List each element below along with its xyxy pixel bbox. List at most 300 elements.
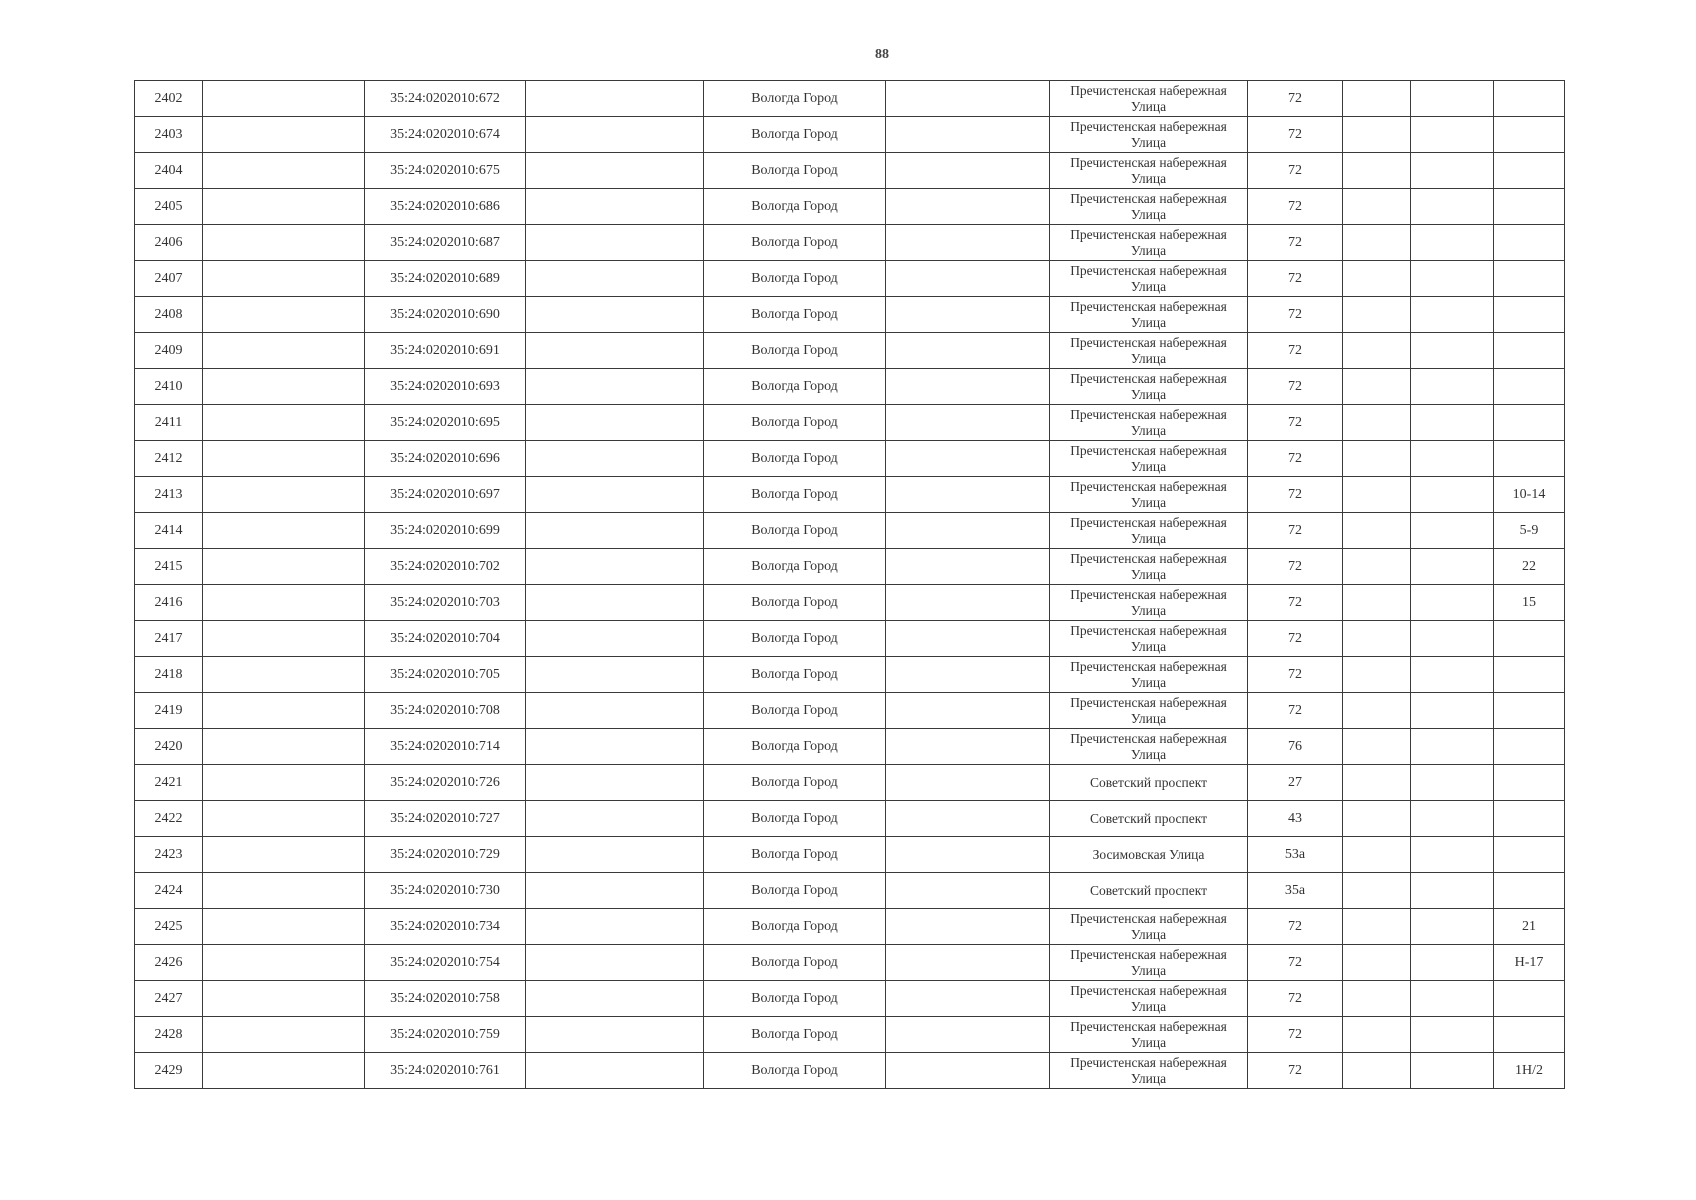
- table-row: [135, 225, 1565, 261]
- empty-cell: [526, 729, 704, 765]
- row-number-cell: 2403: [135, 117, 203, 153]
- empty-cell: [886, 621, 1050, 657]
- empty-cell: [526, 981, 704, 1017]
- empty-cell: [1343, 657, 1411, 693]
- empty-cell: [526, 81, 704, 117]
- city-cell: Вологда Город: [704, 693, 886, 729]
- apartment-cell: [1494, 81, 1565, 117]
- empty-cell: [886, 1053, 1050, 1089]
- empty-cell: [1343, 945, 1411, 981]
- apartment-cell: [1494, 117, 1565, 153]
- row-number-cell: 2410: [135, 369, 203, 405]
- empty-cell: [203, 873, 365, 909]
- table-row: [135, 585, 1565, 621]
- empty-cell: [1343, 333, 1411, 369]
- empty-cell: [203, 1053, 365, 1089]
- empty-cell: [203, 585, 365, 621]
- empty-cell: [886, 981, 1050, 1017]
- empty-cell: [526, 765, 704, 801]
- cadastral-number-cell: 35:24:0202010:726: [365, 765, 526, 801]
- table-row: [135, 297, 1565, 333]
- house-number-cell: 72: [1248, 261, 1343, 297]
- table-row: [135, 549, 1565, 585]
- city-cell: Вологда Город: [704, 1053, 886, 1089]
- empty-cell: [526, 873, 704, 909]
- row-number-cell: 2421: [135, 765, 203, 801]
- empty-cell: [886, 729, 1050, 765]
- street-cell: Пречистенская набережная Улица: [1050, 945, 1248, 981]
- empty-cell: [526, 261, 704, 297]
- apartment-cell: [1494, 729, 1565, 765]
- empty-cell: [526, 909, 704, 945]
- empty-cell: [203, 81, 365, 117]
- row-number-cell: 2427: [135, 981, 203, 1017]
- registry-table: [134, 80, 1565, 1089]
- empty-cell: [526, 585, 704, 621]
- street-cell: Пречистенская набережная Улица: [1050, 729, 1248, 765]
- house-number-cell: 72: [1248, 1053, 1343, 1089]
- table-row: [135, 117, 1565, 153]
- empty-cell: [1411, 945, 1494, 981]
- empty-cell: [1343, 837, 1411, 873]
- row-number-cell: 2404: [135, 153, 203, 189]
- street-cell: Пречистенская набережная Улица: [1050, 1017, 1248, 1053]
- empty-cell: [526, 1017, 704, 1053]
- city-cell: Вологда Город: [704, 513, 886, 549]
- empty-cell: [1411, 477, 1494, 513]
- empty-cell: [1343, 621, 1411, 657]
- empty-cell: [526, 801, 704, 837]
- cadastral-number-cell: 35:24:0202010:730: [365, 873, 526, 909]
- house-number-cell: 72: [1248, 513, 1343, 549]
- empty-cell: [203, 909, 365, 945]
- house-number-cell: 43: [1248, 801, 1343, 837]
- house-number-cell: 27: [1248, 765, 1343, 801]
- empty-cell: [1411, 801, 1494, 837]
- empty-cell: [203, 1017, 365, 1053]
- street-cell: Пречистенская набережная Улица: [1050, 441, 1248, 477]
- cadastral-number-cell: 35:24:0202010:689: [365, 261, 526, 297]
- apartment-cell: [1494, 225, 1565, 261]
- city-cell: Вологда Город: [704, 765, 886, 801]
- street-cell: Пречистенская набережная Улица: [1050, 585, 1248, 621]
- table-row: [135, 513, 1565, 549]
- city-cell: Вологда Город: [704, 225, 886, 261]
- city-cell: Вологда Город: [704, 909, 886, 945]
- house-number-cell: 72: [1248, 657, 1343, 693]
- city-cell: Вологда Город: [704, 261, 886, 297]
- city-cell: Вологда Город: [704, 405, 886, 441]
- house-number-cell: 72: [1248, 1017, 1343, 1053]
- empty-cell: [1411, 693, 1494, 729]
- street-cell: Пречистенская набережная Улица: [1050, 297, 1248, 333]
- empty-cell: [886, 297, 1050, 333]
- empty-cell: [886, 477, 1050, 513]
- city-cell: Вологда Город: [704, 585, 886, 621]
- empty-cell: [1411, 765, 1494, 801]
- apartment-cell: [1494, 621, 1565, 657]
- empty-cell: [886, 585, 1050, 621]
- house-number-cell: 72: [1248, 441, 1343, 477]
- empty-cell: [203, 225, 365, 261]
- empty-cell: [1343, 729, 1411, 765]
- empty-cell: [526, 297, 704, 333]
- table-row: [135, 837, 1565, 873]
- empty-cell: [203, 837, 365, 873]
- city-cell: Вологда Город: [704, 81, 886, 117]
- empty-cell: [1411, 117, 1494, 153]
- street-cell: Пречистенская набережная Улица: [1050, 225, 1248, 261]
- table-row: [135, 657, 1565, 693]
- table-row: [135, 765, 1565, 801]
- empty-cell: [886, 657, 1050, 693]
- cadastral-number-cell: 35:24:0202010:759: [365, 1017, 526, 1053]
- empty-cell: [886, 765, 1050, 801]
- row-number-cell: 2425: [135, 909, 203, 945]
- empty-cell: [886, 261, 1050, 297]
- empty-cell: [526, 117, 704, 153]
- street-cell: Пречистенская набережная Улица: [1050, 549, 1248, 585]
- empty-cell: [886, 405, 1050, 441]
- empty-cell: [1411, 621, 1494, 657]
- empty-cell: [1411, 189, 1494, 225]
- cadastral-number-cell: 35:24:0202010:754: [365, 945, 526, 981]
- city-cell: Вологда Город: [704, 801, 886, 837]
- cadastral-number-cell: 35:24:0202010:672: [365, 81, 526, 117]
- house-number-cell: 72: [1248, 909, 1343, 945]
- empty-cell: [1343, 1017, 1411, 1053]
- empty-cell: [526, 513, 704, 549]
- cadastral-number-cell: 35:24:0202010:761: [365, 1053, 526, 1089]
- empty-cell: [1411, 297, 1494, 333]
- cadastral-number-cell: 35:24:0202010:674: [365, 117, 526, 153]
- empty-cell: [886, 837, 1050, 873]
- empty-cell: [1411, 153, 1494, 189]
- empty-cell: [1343, 981, 1411, 1017]
- table-row: [135, 477, 1565, 513]
- empty-cell: [1343, 477, 1411, 513]
- empty-cell: [886, 333, 1050, 369]
- table-row: [135, 873, 1565, 909]
- street-cell: Пречистенская набережная Улица: [1050, 333, 1248, 369]
- street-cell: Пречистенская набережная Улица: [1050, 1053, 1248, 1089]
- cadastral-number-cell: 35:24:0202010:699: [365, 513, 526, 549]
- row-number-cell: 2406: [135, 225, 203, 261]
- empty-cell: [886, 81, 1050, 117]
- empty-cell: [1411, 1017, 1494, 1053]
- house-number-cell: 72: [1248, 81, 1343, 117]
- empty-cell: [1411, 513, 1494, 549]
- empty-cell: [203, 369, 365, 405]
- city-cell: Вологда Город: [704, 729, 886, 765]
- street-cell: Советский проспект: [1050, 873, 1248, 909]
- empty-cell: [1343, 909, 1411, 945]
- row-number-cell: 2402: [135, 81, 203, 117]
- cadastral-number-cell: 35:24:0202010:727: [365, 801, 526, 837]
- cadastral-number-cell: 35:24:0202010:686: [365, 189, 526, 225]
- table-row: [135, 693, 1565, 729]
- row-number-cell: 2422: [135, 801, 203, 837]
- house-number-cell: 72: [1248, 945, 1343, 981]
- empty-cell: [1343, 441, 1411, 477]
- empty-cell: [526, 477, 704, 513]
- empty-cell: [203, 765, 365, 801]
- empty-cell: [526, 657, 704, 693]
- empty-cell: [203, 729, 365, 765]
- row-number-cell: 2413: [135, 477, 203, 513]
- street-cell: Пречистенская набережная Улица: [1050, 369, 1248, 405]
- city-cell: Вологда Город: [704, 981, 886, 1017]
- empty-cell: [1411, 981, 1494, 1017]
- empty-cell: [203, 261, 365, 297]
- city-cell: Вологда Город: [704, 189, 886, 225]
- house-number-cell: 76: [1248, 729, 1343, 765]
- house-number-cell: 72: [1248, 117, 1343, 153]
- empty-cell: [1411, 369, 1494, 405]
- page-number: 88: [875, 47, 889, 62]
- house-number-cell: 72: [1248, 477, 1343, 513]
- empty-cell: [886, 153, 1050, 189]
- empty-cell: [526, 837, 704, 873]
- empty-cell: [203, 153, 365, 189]
- empty-cell: [1411, 261, 1494, 297]
- empty-cell: [1343, 801, 1411, 837]
- empty-cell: [1411, 405, 1494, 441]
- empty-cell: [886, 693, 1050, 729]
- empty-cell: [886, 189, 1050, 225]
- apartment-cell: [1494, 189, 1565, 225]
- street-cell: Пречистенская набережная Улица: [1050, 261, 1248, 297]
- cadastral-number-cell: 35:24:0202010:734: [365, 909, 526, 945]
- street-cell: Пречистенская набережная Улица: [1050, 513, 1248, 549]
- empty-cell: [203, 513, 365, 549]
- empty-cell: [203, 549, 365, 585]
- cadastral-number-cell: 35:24:0202010:691: [365, 333, 526, 369]
- empty-cell: [1411, 837, 1494, 873]
- table-row: [135, 81, 1565, 117]
- house-number-cell: 72: [1248, 189, 1343, 225]
- empty-cell: [526, 225, 704, 261]
- apartment-cell: 22: [1494, 549, 1565, 585]
- empty-cell: [1343, 153, 1411, 189]
- empty-cell: [1343, 81, 1411, 117]
- cadastral-number-cell: 35:24:0202010:708: [365, 693, 526, 729]
- apartment-cell: 21: [1494, 909, 1565, 945]
- apartment-cell: 10-14: [1494, 477, 1565, 513]
- empty-cell: [526, 549, 704, 585]
- cadastral-number-cell: 35:24:0202010:705: [365, 657, 526, 693]
- city-cell: Вологда Город: [704, 441, 886, 477]
- empty-cell: [886, 225, 1050, 261]
- empty-cell: [886, 369, 1050, 405]
- table-body: [135, 81, 1565, 1089]
- empty-cell: [526, 153, 704, 189]
- cadastral-number-cell: 35:24:0202010:690: [365, 297, 526, 333]
- apartment-cell: [1494, 297, 1565, 333]
- table-row: [135, 189, 1565, 225]
- apartment-cell: 15: [1494, 585, 1565, 621]
- city-cell: Вологда Город: [704, 1017, 886, 1053]
- empty-cell: [203, 297, 365, 333]
- empty-cell: [203, 657, 365, 693]
- cadastral-number-cell: 35:24:0202010:758: [365, 981, 526, 1017]
- empty-cell: [886, 801, 1050, 837]
- street-cell: Пречистенская набережная Улица: [1050, 477, 1248, 513]
- table-row: [135, 1017, 1565, 1053]
- house-number-cell: 72: [1248, 225, 1343, 261]
- empty-cell: [526, 333, 704, 369]
- cadastral-number-cell: 35:24:0202010:687: [365, 225, 526, 261]
- house-number-cell: 72: [1248, 981, 1343, 1017]
- city-cell: Вологда Город: [704, 837, 886, 873]
- apartment-cell: [1494, 369, 1565, 405]
- empty-cell: [886, 513, 1050, 549]
- city-cell: Вологда Город: [704, 657, 886, 693]
- row-number-cell: 2423: [135, 837, 203, 873]
- table-row: [135, 369, 1565, 405]
- city-cell: Вологда Город: [704, 153, 886, 189]
- street-cell: Пречистенская набережная Улица: [1050, 117, 1248, 153]
- cadastral-number-cell: 35:24:0202010:703: [365, 585, 526, 621]
- house-number-cell: 72: [1248, 405, 1343, 441]
- row-number-cell: 2415: [135, 549, 203, 585]
- empty-cell: [1411, 549, 1494, 585]
- city-cell: Вологда Город: [704, 369, 886, 405]
- empty-cell: [1343, 765, 1411, 801]
- apartment-cell: [1494, 837, 1565, 873]
- house-number-cell: 72: [1248, 549, 1343, 585]
- apartment-cell: [1494, 261, 1565, 297]
- street-cell: Пречистенская набережная Улица: [1050, 81, 1248, 117]
- city-cell: Вологда Город: [704, 621, 886, 657]
- table-row: [135, 909, 1565, 945]
- cadastral-number-cell: 35:24:0202010:729: [365, 837, 526, 873]
- apartment-cell: [1494, 765, 1565, 801]
- house-number-cell: 72: [1248, 297, 1343, 333]
- empty-cell: [203, 405, 365, 441]
- empty-cell: [1411, 225, 1494, 261]
- apartment-cell: 1Н/2: [1494, 1053, 1565, 1089]
- empty-cell: [1411, 81, 1494, 117]
- empty-cell: [1411, 441, 1494, 477]
- row-number-cell: 2411: [135, 405, 203, 441]
- table-row: [135, 945, 1565, 981]
- row-number-cell: 2416: [135, 585, 203, 621]
- empty-cell: [1343, 369, 1411, 405]
- apartment-cell: [1494, 1017, 1565, 1053]
- table-row: [135, 801, 1565, 837]
- house-number-cell: 72: [1248, 585, 1343, 621]
- row-number-cell: 2408: [135, 297, 203, 333]
- empty-cell: [1411, 585, 1494, 621]
- street-cell: Пречистенская набережная Улица: [1050, 981, 1248, 1017]
- house-number-cell: 72: [1248, 153, 1343, 189]
- empty-cell: [1343, 513, 1411, 549]
- cadastral-number-cell: 35:24:0202010:702: [365, 549, 526, 585]
- row-number-cell: 2412: [135, 441, 203, 477]
- apartment-cell: [1494, 441, 1565, 477]
- empty-cell: [526, 369, 704, 405]
- street-cell: Пречистенская набережная Улица: [1050, 693, 1248, 729]
- empty-cell: [1343, 549, 1411, 585]
- empty-cell: [886, 873, 1050, 909]
- row-number-cell: 2405: [135, 189, 203, 225]
- row-number-cell: 2429: [135, 1053, 203, 1089]
- empty-cell: [886, 945, 1050, 981]
- empty-cell: [1411, 333, 1494, 369]
- row-number-cell: 2414: [135, 513, 203, 549]
- street-cell: Пречистенская набережная Улица: [1050, 621, 1248, 657]
- house-number-cell: 72: [1248, 693, 1343, 729]
- cadastral-number-cell: 35:24:0202010:704: [365, 621, 526, 657]
- empty-cell: [886, 1017, 1050, 1053]
- table-row: [135, 153, 1565, 189]
- empty-cell: [526, 405, 704, 441]
- empty-cell: [886, 117, 1050, 153]
- row-number-cell: 2407: [135, 261, 203, 297]
- table-row: [135, 1053, 1565, 1089]
- street-cell: Пречистенская набережная Улица: [1050, 657, 1248, 693]
- empty-cell: [203, 189, 365, 225]
- table-row: [135, 981, 1565, 1017]
- cadastral-number-cell: 35:24:0202010:695: [365, 405, 526, 441]
- apartment-cell: [1494, 693, 1565, 729]
- empty-cell: [1343, 261, 1411, 297]
- empty-cell: [203, 693, 365, 729]
- cadastral-number-cell: 35:24:0202010:696: [365, 441, 526, 477]
- row-number-cell: 2409: [135, 333, 203, 369]
- cadastral-number-cell: 35:24:0202010:675: [365, 153, 526, 189]
- empty-cell: [1343, 585, 1411, 621]
- row-number-cell: 2424: [135, 873, 203, 909]
- apartment-cell: Н-17: [1494, 945, 1565, 981]
- empty-cell: [1343, 405, 1411, 441]
- apartment-cell: [1494, 405, 1565, 441]
- cadastral-number-cell: 35:24:0202010:697: [365, 477, 526, 513]
- row-number-cell: 2418: [135, 657, 203, 693]
- empty-cell: [886, 441, 1050, 477]
- empty-cell: [1343, 873, 1411, 909]
- street-cell: Пречистенская набережная Улица: [1050, 189, 1248, 225]
- empty-cell: [203, 117, 365, 153]
- empty-cell: [526, 945, 704, 981]
- table-row: [135, 405, 1565, 441]
- street-cell: Пречистенская набережная Улица: [1050, 909, 1248, 945]
- cadastral-number-cell: 35:24:0202010:714: [365, 729, 526, 765]
- empty-cell: [886, 909, 1050, 945]
- empty-cell: [886, 549, 1050, 585]
- apartment-cell: [1494, 981, 1565, 1017]
- city-cell: Вологда Город: [704, 945, 886, 981]
- empty-cell: [526, 189, 704, 225]
- empty-cell: [1411, 1053, 1494, 1089]
- table-row: [135, 441, 1565, 477]
- apartment-cell: [1494, 333, 1565, 369]
- city-cell: Вологда Город: [704, 873, 886, 909]
- row-number-cell: 2428: [135, 1017, 203, 1053]
- empty-cell: [203, 477, 365, 513]
- city-cell: Вологда Город: [704, 297, 886, 333]
- house-number-cell: 72: [1248, 333, 1343, 369]
- street-cell: Советский проспект: [1050, 801, 1248, 837]
- empty-cell: [1343, 117, 1411, 153]
- row-number-cell: 2419: [135, 693, 203, 729]
- empty-cell: [1343, 297, 1411, 333]
- table-row: [135, 333, 1565, 369]
- empty-cell: [1343, 693, 1411, 729]
- apartment-cell: [1494, 873, 1565, 909]
- apartment-cell: [1494, 153, 1565, 189]
